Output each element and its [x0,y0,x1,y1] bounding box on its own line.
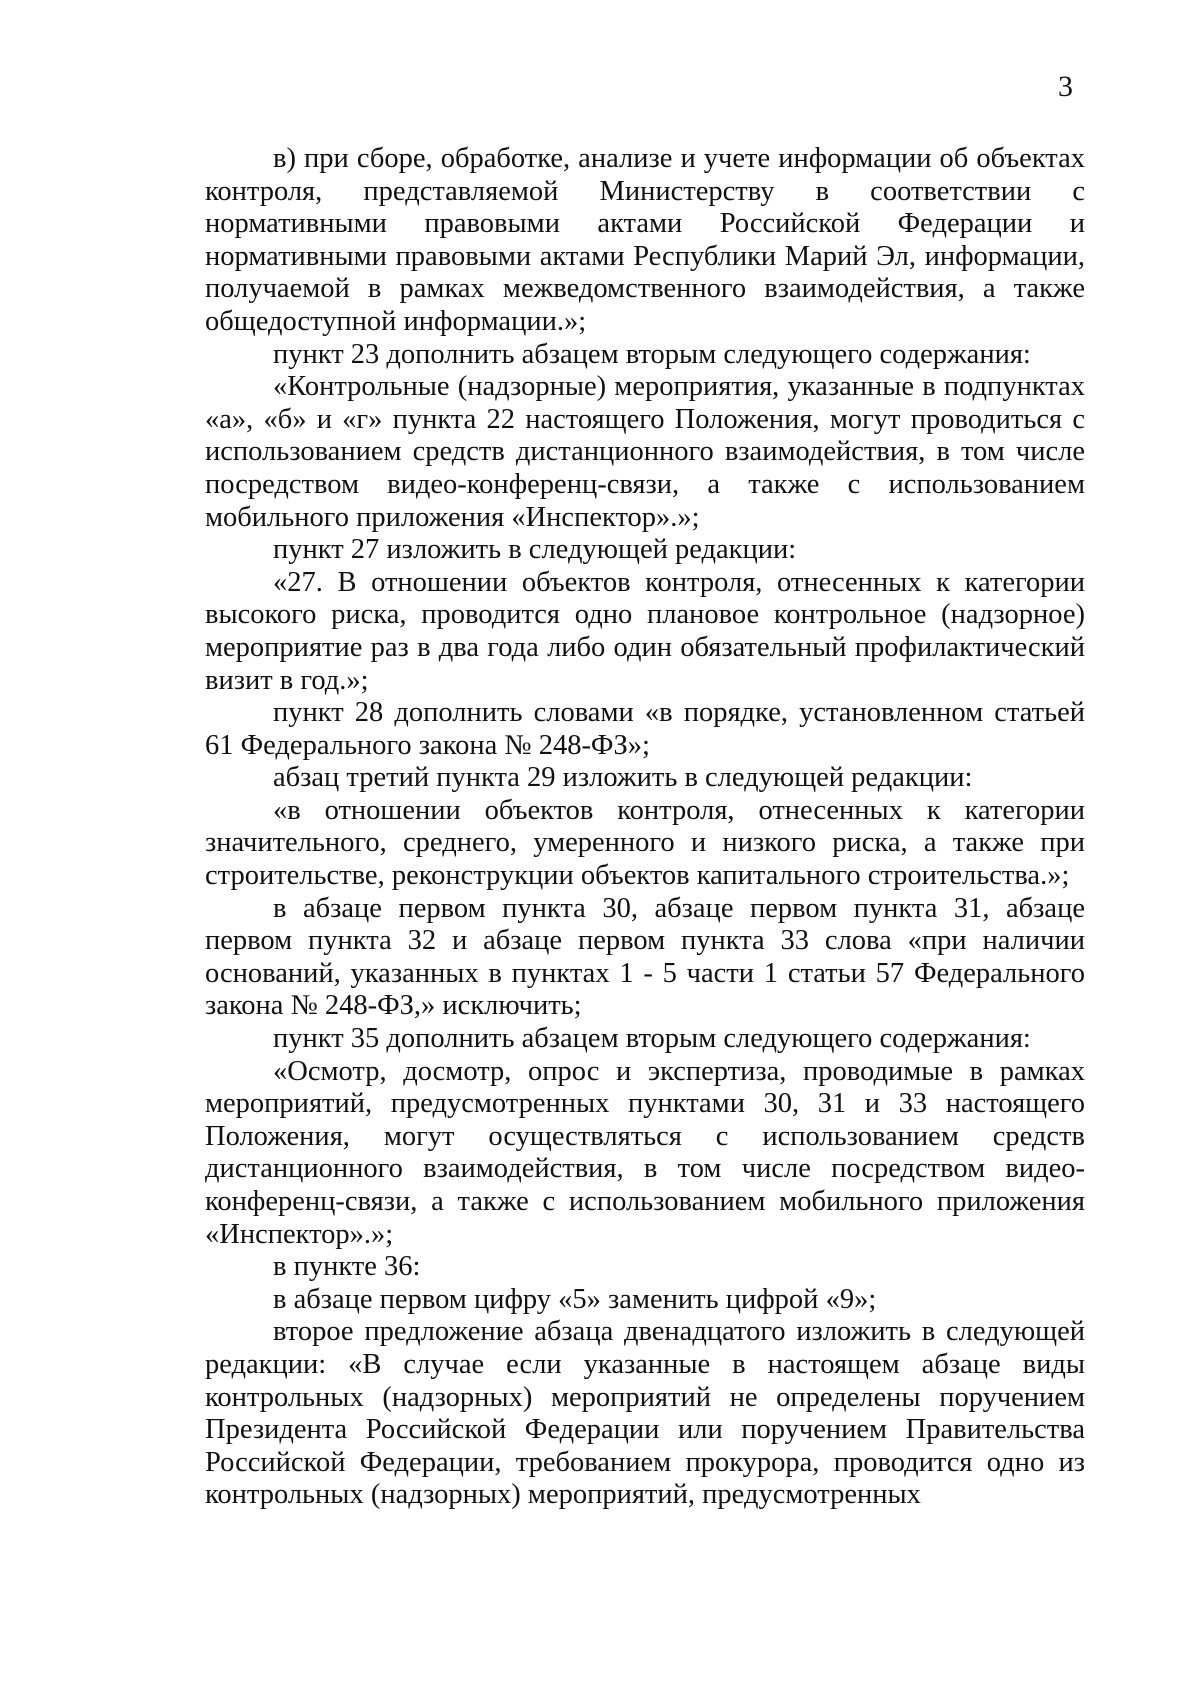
paragraph-amend-27: пункт 27 изложить в следующей редакции: [273,534,797,566]
document-body [205,143,1085,1512]
paragraph-amend-29: абзац третий пункта 29 изложить в следующей редакции: [273,762,973,794]
paragraph-36-first: в абзаце первом цифру «5» заменить цифрой «9»; [273,1283,877,1315]
page-number: 3 [1058,70,1073,103]
paragraph-quote-35: «Осмотр, досмотр, опрос и экспертиза, проводимые в рамках мероприятий, предусмотренных пунктами 30, 31 и 33 настоящего Положения, могут осуществляться с использованием средств дистанционного взаимодействия, в том числе посредством видео-конференц-связи, а также с использованием мобильного приложения «Инспектор».»; [205,1055,1085,1250]
paragraph-36-twelfth: второе предложение абзаца двенадцатого изложить в следующей редакции: «В случае если указанные в настоящем абзаце виды контрольных (надзорных) мероприятий не определены поручением Президента Российской Федерации или поручением Правительства Российской Федерации, требованием прокурора, проводится одно из контрольных (надзорных) мероприятий, предусмотренных [205,1316,1085,1511]
paragraph-quote-29: «в отношении объектов контроля, отнесенных к категории значительного, среднего, умеренного и низкого риска, а также при строительстве, реконструкции объектов капитального строительства.»; [205,794,1085,892]
paragraph-item-v: в) при сборе, обработке, анализе и учете информации об объектах контроля, представляемой Министерству в соответствии с нормативными правовыми актами Российской Федерации и нормативными правовыми актами Республики Марий Эл, информации, получаемой в рамках межведомственного взаимодействия, а также общедоступной информации.»; [205,143,1085,337]
paragraph-point-36: в пункте 36: [273,1251,421,1283]
paragraph-amend-28: пункт 28 дополнить словами «в порядке, установленном статьей 61 Федерального закона № 248-ФЗ»; [205,697,1085,761]
paragraph-amend-35: пункт 35 дополнить абзацем вторым следующего содержания: [273,1023,1031,1055]
paragraph-amend-23: пункт 23 дополнить абзацем вторым следующего содержания: [273,338,1031,370]
paragraph-amend-30-33: в абзаце первом пункта 30, абзаце первом пункта 31, абзаце первом пункта 32 и абзаце первом пункта 33 слова «при наличии оснований, указанных в пунктах 1 - 5 части 1 статьи 57 Федерального закона № 248-ФЗ,» исключить; [205,892,1085,1022]
paragraph-quote-27: «27. В отношении объектов контроля, отнесенных к категории высокого риска, проводится одно плановое контрольное (надзорное) мероприятие раз в два года либо один обязательный профилактический визит в год.»; [205,566,1085,696]
paragraph-quote-23: «Контрольные (надзорные) мероприятия, указанные в подпунктах «а», «б» и «г» пункта 22 настоящего Положения, могут проводиться с использованием средств дистанционного взаимодействия, в том числе посредством видео-конференц-связи, а также с использованием мобильного приложения «Инспектор».»; [205,371,1085,533]
